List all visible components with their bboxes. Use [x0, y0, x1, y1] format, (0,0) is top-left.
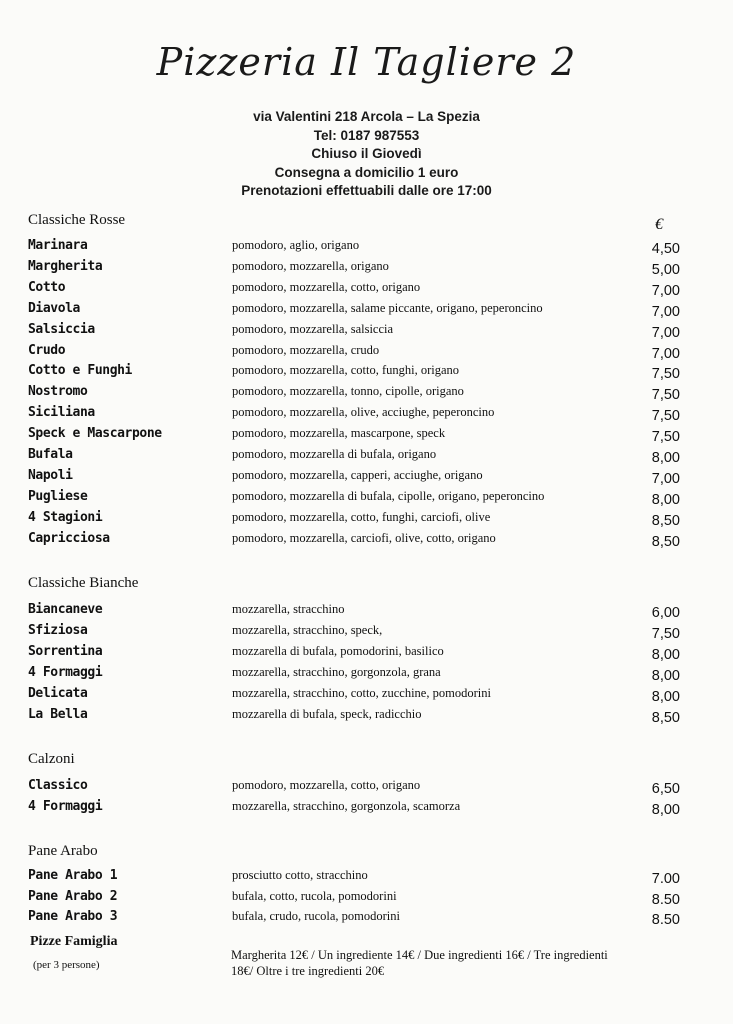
menu-item	[0, 644, 733, 665]
famiglia-title: Pizze Famiglia	[30, 934, 118, 949]
item-name: Marinara	[28, 238, 88, 253]
menu-item	[0, 468, 733, 489]
item-ingredients: pomodoro, mozzarella, cotto, origano	[232, 778, 421, 792]
item-price: 8,00	[651, 491, 680, 508]
item-ingredients: prosciutto cotto, stracchino	[232, 868, 368, 882]
item-ingredients: pomodoro, mozzarella di bufala, origano	[232, 447, 437, 461]
menu-item	[0, 623, 733, 644]
item-ingredients: pomodoro, mozzarella, salsiccia	[232, 321, 394, 336]
menu-item	[0, 868, 733, 889]
item-ingredients: mozzarella di bufala, speck, radicchio	[232, 707, 422, 721]
item-ingredients: pomodoro, mozzarella, crudo	[232, 342, 380, 357]
menu-item	[0, 384, 733, 405]
item-name: Classico	[28, 778, 88, 793]
item-name: Cotto	[28, 279, 66, 295]
item-name: Speck e Mascarpone	[28, 426, 162, 442]
section-title-calzoni: Calzoni	[28, 751, 75, 767]
item-price: 7,00	[651, 345, 680, 362]
item-ingredients: pomodoro, mozzarella, olive, acciughe, peperoncino	[232, 405, 495, 420]
menu-item	[0, 447, 733, 468]
item-ingredients: bufala, cotto, rucola, pomodorini	[232, 888, 397, 903]
item-name: 4 Formaggi	[28, 665, 103, 680]
item-ingredients: pomodoro, mozzarella, salame piccante, origano, peperoncino	[232, 300, 543, 315]
item-ingredients: mozzarella, stracchino, gorgonzola, grana	[232, 665, 441, 679]
menu-item	[0, 363, 733, 384]
item-name: Sorrentina	[28, 644, 103, 659]
item-ingredients: mozzarella, stracchino, gorgonzola, scamorza	[232, 799, 461, 813]
menu-item	[0, 343, 733, 364]
header-info	[0, 108, 733, 201]
item-name: Cotto e Funghi	[28, 363, 132, 379]
currency-symbol: €	[655, 216, 663, 233]
item-name: Sfiziosa	[28, 623, 88, 638]
address: via Valentini 218 Arcola – La Spezia	[253, 109, 480, 124]
item-name: Nostromo	[28, 384, 88, 400]
menu-item	[0, 531, 733, 552]
menu-item	[0, 489, 733, 510]
famiglia-prices: Margherita 12€ / Un ingrediente 14€ / Due ingredienti 16€ / Tre ingredienti 18€/ Oltre i tre ingredienti 20€	[231, 948, 608, 978]
item-name: 4 Formaggi	[28, 799, 103, 814]
item-name: Biancaneve	[28, 602, 103, 617]
section-title-bianche: Classiche Bianche	[28, 575, 139, 591]
item-price: 7,00	[651, 470, 680, 487]
item-price: 6,00	[651, 605, 680, 621]
menu-item	[0, 280, 733, 301]
menu-item	[0, 510, 733, 531]
item-ingredients: mozzarella, stracchino	[232, 602, 345, 616]
item-price: 8,50	[651, 512, 680, 529]
menu-item	[0, 778, 733, 799]
item-ingredients: pomodoro, mozzarella, tonno, cipolle, origano	[232, 384, 464, 399]
item-price: 7,00	[651, 303, 680, 320]
menu-item	[0, 322, 733, 343]
item-ingredients: pomodoro, mozzarella, capperi, acciughe, origano	[232, 467, 483, 482]
item-price: 8,00	[651, 802, 680, 818]
item-name: Bufala	[28, 447, 73, 462]
menu-item	[0, 301, 733, 322]
item-name: Capricciosa	[28, 530, 110, 546]
famiglia-subtitle: (per 3 persone)	[33, 959, 100, 971]
phone: Tel: 0187 987553	[313, 127, 420, 143]
item-price: 8,00	[651, 668, 680, 684]
delivery-fee: Consegna a domicilio 1 euro	[274, 164, 459, 180]
item-ingredients: pomodoro, mozzarella, carciofi, olive, cotto, origano	[232, 530, 496, 545]
item-ingredients: pomodoro, mozzarella, cotto, funghi, origano	[232, 363, 460, 378]
item-name: La Bella	[28, 707, 88, 722]
item-ingredients: bufala, crudo, rucola, pomodorini	[232, 909, 401, 923]
menu-item	[0, 799, 733, 820]
item-price: 7,50	[651, 387, 680, 404]
menu-item	[0, 665, 733, 686]
page-title: Pizzeria Il Tagliere 2	[156, 40, 577, 84]
item-price: 7,50	[651, 408, 680, 425]
item-name: Margherita	[28, 258, 103, 274]
item-price: 8,00	[651, 450, 680, 466]
menu-item	[0, 259, 733, 280]
section-title-rosse: Classiche Rosse	[28, 212, 126, 228]
item-ingredients: mozzarella di bufala, pomodorini, basilico	[232, 644, 444, 658]
menu-item	[0, 909, 733, 930]
item-price: 6,50	[651, 781, 680, 797]
item-name: Pane Arabo 3	[28, 909, 118, 924]
menu-item	[0, 426, 733, 447]
item-price: 7,50	[651, 366, 680, 383]
item-name: Napoli	[28, 467, 73, 483]
item-name: Diavola	[28, 300, 80, 316]
item-price: 4,50	[651, 241, 680, 257]
item-price: 7,50	[651, 429, 680, 446]
menu-item	[0, 405, 733, 426]
item-price: 8,50	[651, 710, 680, 726]
item-ingredients: pomodoro, mozzarella di bufala, cipolle, origano, peperoncino	[232, 488, 545, 503]
item-ingredients: pomodoro, mozzarella, cotto, funghi, carciofi, olive	[232, 509, 491, 524]
item-price: 8.50	[651, 891, 680, 908]
section-title-pane-arabo: Pane Arabo	[28, 843, 98, 859]
item-price: 5,00	[651, 261, 680, 278]
menu-item	[0, 238, 733, 259]
menu-item	[0, 889, 733, 910]
item-ingredients: pomodoro, aglio, origano	[232, 238, 360, 252]
item-price: 8.50	[651, 912, 680, 928]
reservations: Prenotazioni effettuabili dalle ore 17:00	[241, 183, 492, 198]
menu-item	[0, 602, 733, 623]
item-name: Pane Arabo 1	[28, 868, 118, 883]
menu-item	[0, 686, 733, 707]
item-name: Crudo	[28, 342, 66, 358]
item-ingredients: pomodoro, mozzarella, origano	[232, 258, 389, 273]
item-ingredients: pomodoro, mozzarella, cotto, origano	[232, 279, 421, 294]
item-price: 7,00	[651, 282, 680, 299]
item-price: 7,00	[651, 324, 680, 341]
item-name: 4 Stagioni	[28, 509, 103, 525]
item-price: 8,00	[651, 689, 680, 705]
item-price: 7.00	[651, 871, 680, 887]
item-name: Delicata	[28, 686, 88, 701]
item-ingredients: mozzarella, stracchino, cotto, zucchine, pomodorini	[232, 686, 491, 700]
item-ingredients: pomodoro, mozzarella, mascarpone, speck	[232, 426, 446, 441]
item-name: Pane Arabo 2	[28, 888, 118, 904]
item-name: Siciliana	[28, 405, 95, 421]
menu-item	[0, 707, 733, 728]
closing-day: Chiuso il Giovedì	[311, 146, 422, 161]
item-price: 8,00	[651, 647, 680, 663]
item-price: 7,50	[651, 626, 680, 642]
item-ingredients: mozzarella, stracchino, speck,	[232, 623, 383, 637]
item-name: Salsiccia	[28, 321, 95, 337]
item-price: 8,50	[651, 533, 680, 550]
item-name: Pugliese	[28, 488, 88, 504]
